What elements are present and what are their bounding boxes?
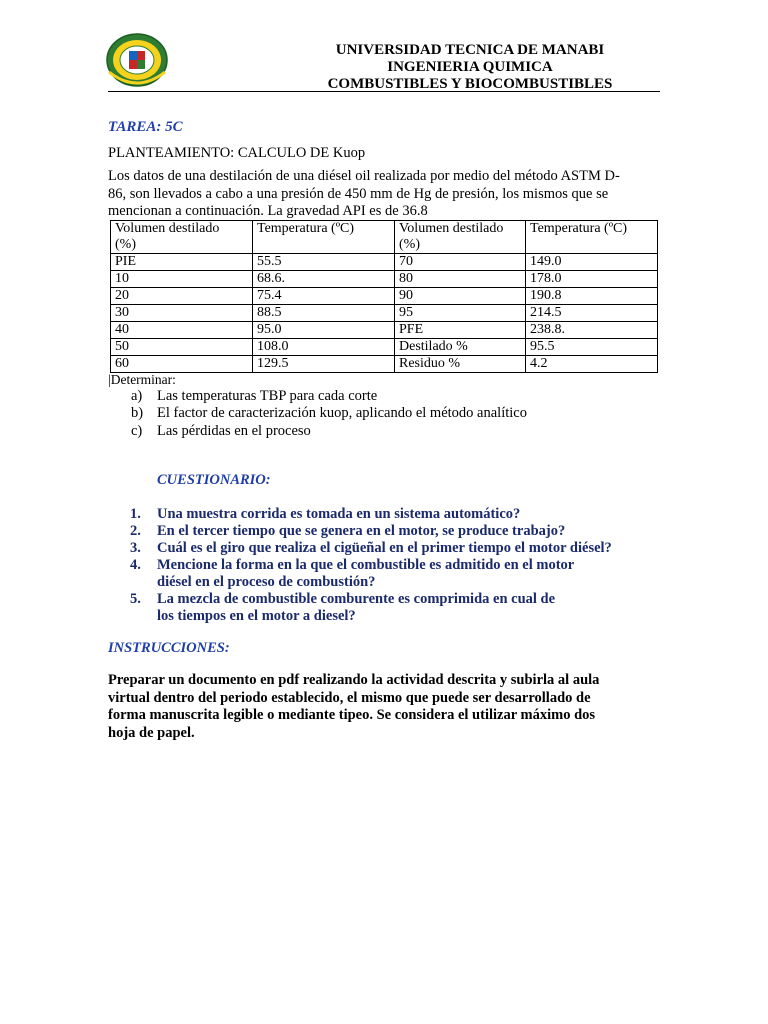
problem-statement-title: PLANTEAMIENTO: CALCULO DE Kuop bbox=[108, 145, 366, 161]
table-header-cell: Volumen destilado (%) bbox=[111, 221, 253, 254]
question-text-continued: diésel en el proceso de combustión? bbox=[157, 574, 376, 590]
task-title: TAREA: 5C bbox=[108, 119, 183, 135]
question-text: La mezcla de combustible comburente es comprimida en cual de bbox=[157, 591, 556, 607]
determinar-item-text: Las temperaturas TBP para cada corte bbox=[157, 388, 378, 404]
table-cell: 50 bbox=[111, 339, 253, 356]
table-cell: 129.5 bbox=[253, 356, 395, 373]
university-logo bbox=[105, 32, 169, 88]
table-cell: Residuo % bbox=[395, 356, 526, 373]
distillation-table bbox=[110, 220, 658, 373]
header-course: COMBUSTIBLES Y BIOCOMBUSTIBLES bbox=[327, 76, 613, 92]
determinar-item-letter: b) bbox=[131, 405, 144, 421]
header-university: UNIVERSIDAD TECNICA DE MANABI bbox=[335, 42, 605, 58]
table-row bbox=[111, 339, 658, 356]
question-number: 1. bbox=[130, 506, 141, 522]
table-cell: 178.0 bbox=[526, 271, 658, 288]
table-cell: 88.5 bbox=[253, 305, 395, 322]
table-cell: 10 bbox=[111, 271, 253, 288]
table-cell: 95 bbox=[395, 305, 526, 322]
question-number: 3. bbox=[130, 540, 141, 556]
table-cell: PIE bbox=[111, 254, 253, 271]
determinar-item-letter: c) bbox=[131, 423, 143, 439]
table-cell: 30 bbox=[111, 305, 253, 322]
determinar-label: |Determinar: bbox=[108, 372, 176, 387]
table-row bbox=[111, 271, 658, 288]
table-cell: 95.0 bbox=[253, 322, 395, 339]
table-cell: 60 bbox=[111, 356, 253, 373]
table-cell: 68.6. bbox=[253, 271, 395, 288]
table-cell: 95.5 bbox=[526, 339, 658, 356]
question-number: 4. bbox=[130, 557, 141, 573]
questionnaire-title: CUESTIONARIO: bbox=[157, 472, 271, 488]
table-row bbox=[111, 322, 658, 339]
question-text: Una muestra corrida es tomada en un sistema automático? bbox=[157, 506, 521, 522]
determinar-item-text: El factor de caracterización kuop, aplicando el método analítico bbox=[157, 405, 527, 421]
question-text: Mencione la forma en la que el combustible es admitido en el motor bbox=[157, 557, 575, 573]
question-number: 2. bbox=[130, 523, 141, 539]
table-cell: 80 bbox=[395, 271, 526, 288]
table-row bbox=[111, 305, 658, 322]
table-header-cell: Volumen destilado (%) bbox=[395, 221, 526, 254]
instructions-title: INSTRUCCIONES: bbox=[108, 640, 230, 656]
determinar-item-letter: a) bbox=[131, 388, 143, 404]
table-header-row bbox=[111, 221, 658, 254]
table-cell: 40 bbox=[111, 322, 253, 339]
table-cell: Destilado % bbox=[395, 339, 526, 356]
table-cell: 90 bbox=[395, 288, 526, 305]
question-text-continued: los tiempos en el motor a diesel? bbox=[157, 608, 356, 624]
table-header-cell: Temperatura (ºC) bbox=[253, 221, 395, 254]
table-row bbox=[111, 356, 658, 373]
table-cell: 55.5 bbox=[253, 254, 395, 271]
instructions-paragraph: Preparar un documento en pdf realizando la actividad descrita y subirla al aula virtual dentro del periodo establecido, el mismo que puede ser desarrollado de forma manuscrita legible o mediante tipeo. Se considera el utilizar máximo dos hoja de papel. bbox=[108, 672, 600, 741]
intro-paragraph: Los datos de una destilación de una diésel oil realizada por medio del método ASTM D- 86, son llevados a cabo a una presión de 450 mm de Hg de presión, los mismos que se mencionan a continuación. La gravedad API es de 36.8 bbox=[108, 168, 620, 219]
determinar-item-text: Las pérdidas en el proceso bbox=[157, 423, 311, 439]
question-number: 5. bbox=[130, 591, 141, 607]
table-row bbox=[111, 288, 658, 305]
table-cell: 149.0 bbox=[526, 254, 658, 271]
header-faculty: INGENIERIA QUIMICA bbox=[387, 59, 553, 75]
table-header-cell: Temperatura (ºC) bbox=[526, 221, 658, 254]
table-cell: 190.8 bbox=[526, 288, 658, 305]
table-cell: 214.5 bbox=[526, 305, 658, 322]
table-cell: PFE bbox=[395, 322, 526, 339]
header-divider bbox=[108, 91, 660, 92]
table-cell: 20 bbox=[111, 288, 253, 305]
table-cell: 75.4 bbox=[253, 288, 395, 305]
question-text: Cuál es el giro que realiza el cigüeñal en el primer tiempo el motor diésel? bbox=[157, 540, 612, 556]
table-cell: 70 bbox=[395, 254, 526, 271]
table-cell: 4.2 bbox=[526, 356, 658, 373]
table-cell: 108.0 bbox=[253, 339, 395, 356]
table-cell: 238.8. bbox=[526, 322, 658, 339]
question-text: En el tercer tiempo que se genera en el motor, se produce trabajo? bbox=[157, 523, 566, 539]
table-row bbox=[111, 254, 658, 271]
